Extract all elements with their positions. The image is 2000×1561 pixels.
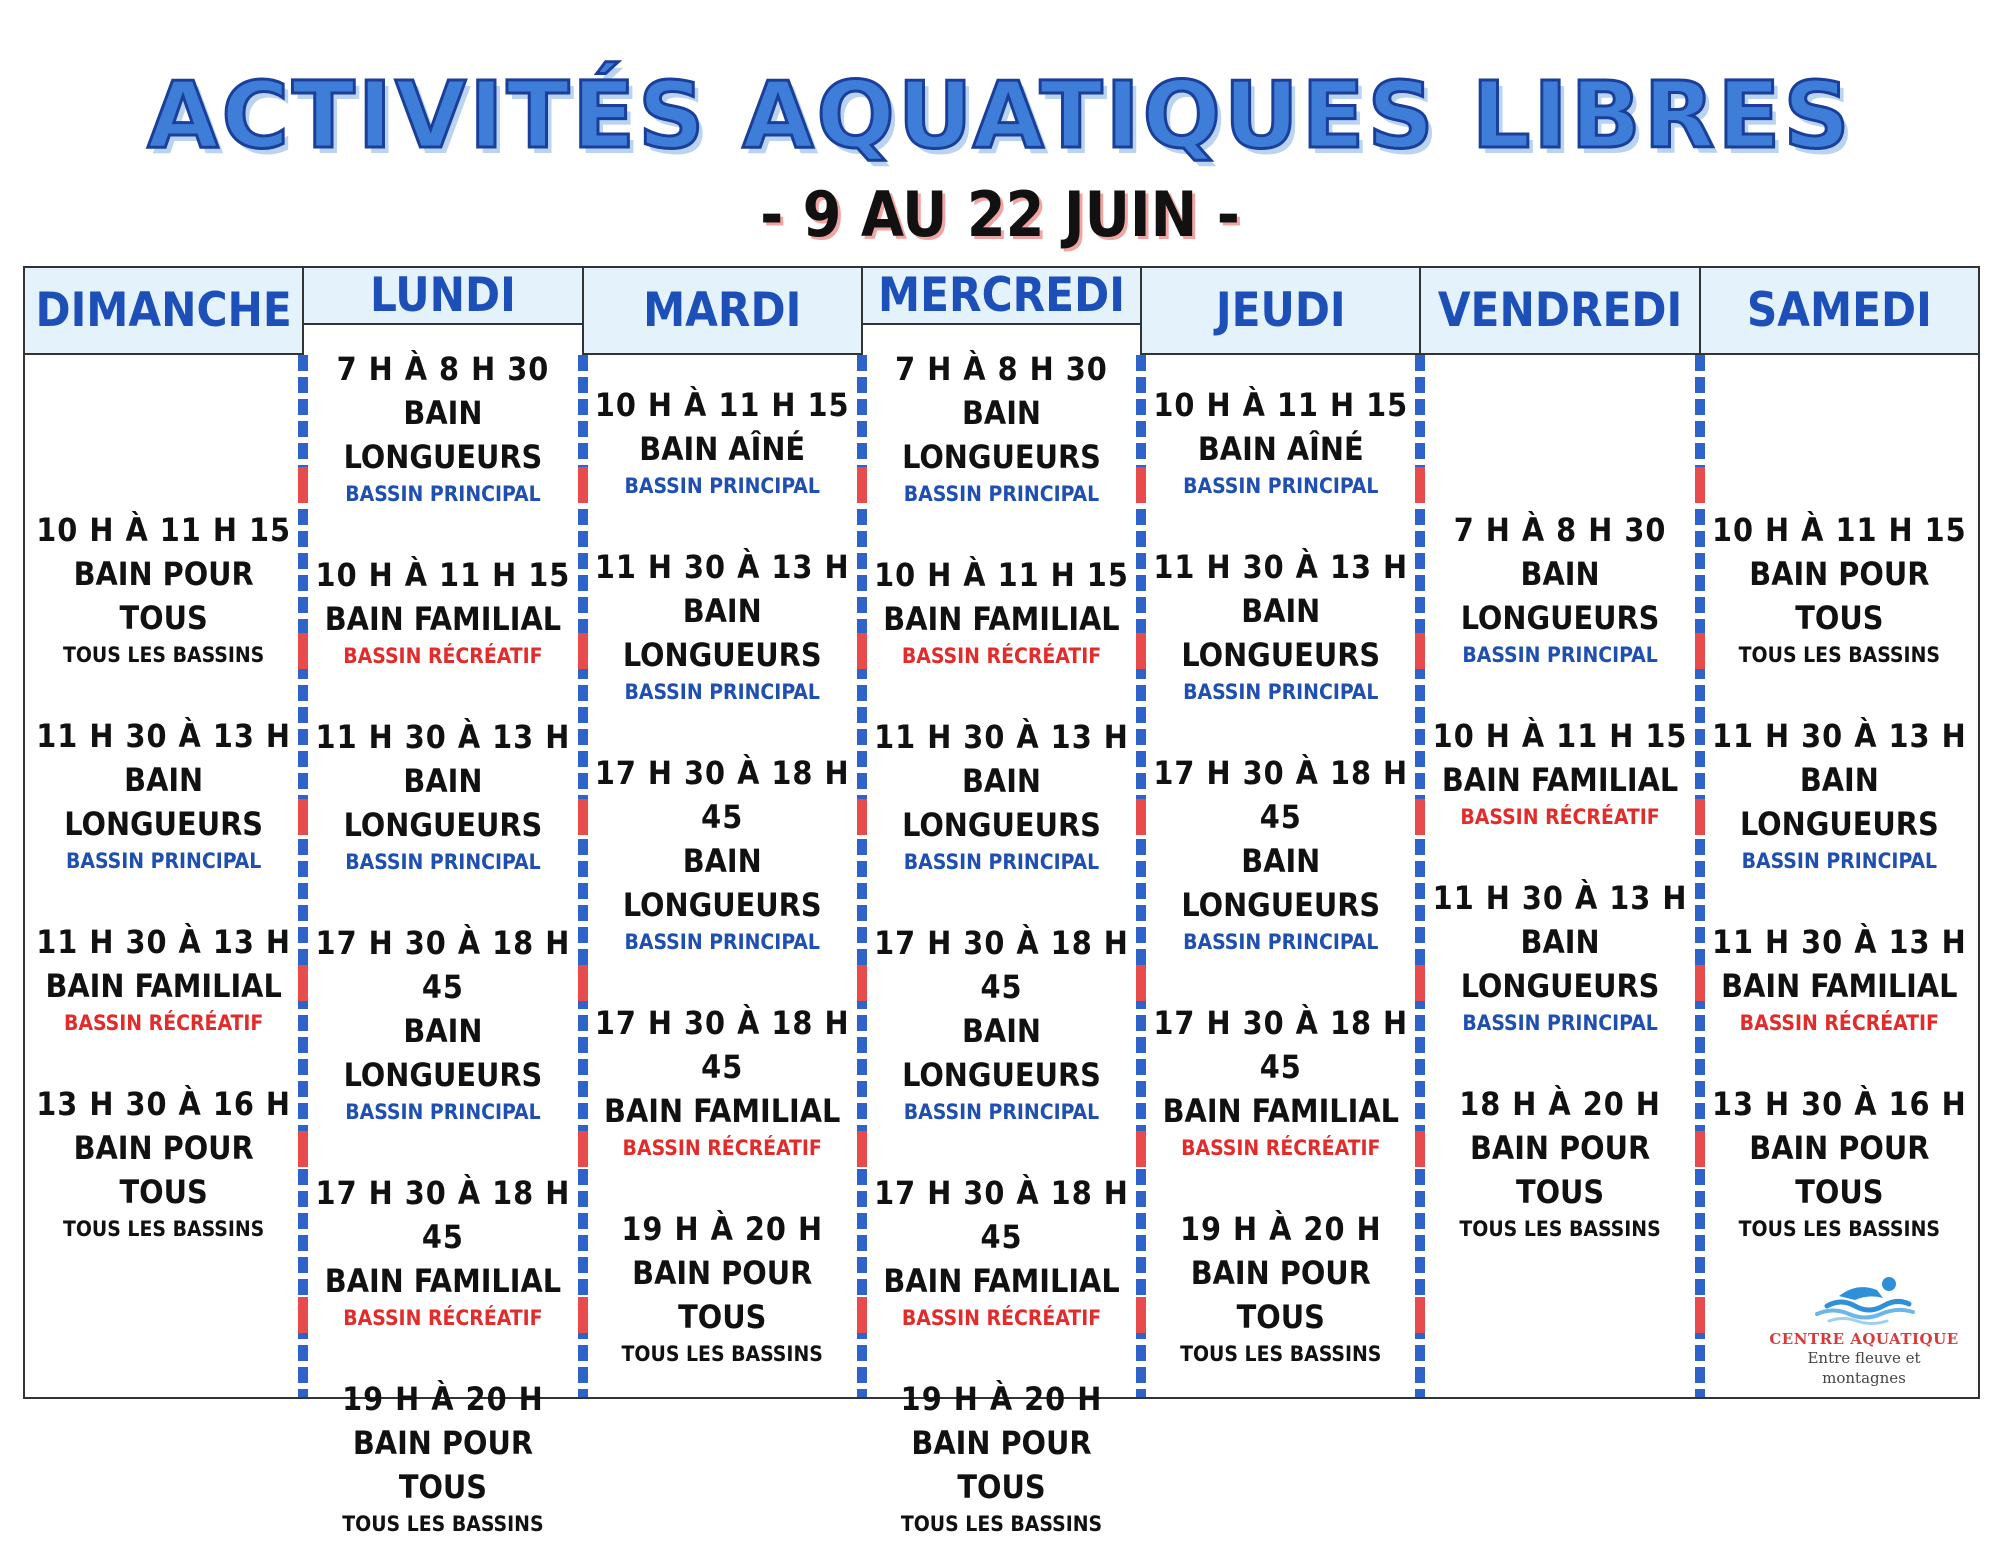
logo-name: CENTRE AQUATIQUE <box>1769 1330 1959 1348</box>
activity-block <box>863 1377 1140 1539</box>
day-activities <box>1142 355 1419 1397</box>
activity-name: BAIN LONGUEURS <box>1460 555 1660 637</box>
activity-name: BAIN LONGUEURS <box>343 762 543 844</box>
day-activities <box>863 325 1140 1561</box>
activity-name: BAIN FAMILIAL <box>45 967 282 1005</box>
day-header: JEUDI <box>1142 268 1419 355</box>
day-header: DIMANCHE <box>25 268 302 355</box>
activity-time: 17 H 30 À 18 H 45 <box>1153 754 1409 836</box>
activity-name: BAIN LONGUEURS <box>64 761 263 843</box>
activity-name: BAIN LONGUEURS <box>902 762 1101 844</box>
activity-time: 17 H 30 À 18 H 45 <box>315 1174 571 1256</box>
activity-name: BAIN POUR TOUS <box>1469 1129 1651 1211</box>
activity-pool: BASSIN PRINCIPAL <box>1741 849 1938 873</box>
activity-pool: BASSIN PRINCIPAL <box>1183 680 1379 704</box>
activity-name: BAIN FAMILIAL <box>883 600 1120 638</box>
activity-pool: TOUS LES BASSINS <box>1738 643 1940 667</box>
activity-name: BAIN FAMILIAL <box>324 600 562 638</box>
activity-pool: BASSIN RÉCRÉATIF <box>622 1136 822 1160</box>
activity-block <box>863 921 1140 1127</box>
swimmer-icon <box>1809 1274 1919 1326</box>
activity-name: BAIN POUR TOUS <box>73 1129 254 1211</box>
activity-time: 19 H À 20 H <box>342 1380 544 1418</box>
activity-time: 7 H À 8 H 30 <box>1453 511 1667 549</box>
activity-pool: TOUS LES BASSINS <box>900 1512 1103 1536</box>
day-column-mardi <box>582 268 861 1397</box>
activity-time: 19 H À 20 H <box>621 1210 824 1248</box>
activity-pool: BASSIN RÉCRÉATIF <box>901 1306 1102 1330</box>
activity-time: 17 H 30 À 18 H 45 <box>874 1174 1129 1256</box>
activity-name: BAIN POUR TOUS <box>1749 555 1930 637</box>
lane-rope-divider <box>298 355 308 1397</box>
activity-pool: BASSIN RÉCRÉATIF <box>1181 1136 1381 1160</box>
activity-block <box>304 347 581 509</box>
activity-name: BAIN LONGUEURS <box>902 1012 1101 1094</box>
activity-pool: BASSIN PRINCIPAL <box>345 1100 541 1124</box>
activity-pool: BASSIN RÉCRÉATIF <box>1739 1011 1939 1035</box>
activity-pool: BASSIN PRINCIPAL <box>624 680 820 704</box>
activity-pool: TOUS LES BASSINS <box>342 1512 544 1536</box>
activity-pool: BASSIN PRINCIPAL <box>1462 643 1658 667</box>
activity-name: BAIN POUR TOUS <box>1749 1129 1930 1211</box>
activity-name: BAIN LONGUEURS <box>1460 923 1660 1005</box>
activity-time: 7 H À 8 H 30 <box>895 350 1108 388</box>
activity-time: 11 H 30 À 13 H <box>594 548 850 586</box>
activity-block <box>584 1207 861 1369</box>
activity-time: 18 H À 20 H <box>1459 1085 1661 1123</box>
activity-block <box>584 545 861 707</box>
activity-block <box>25 714 302 876</box>
activity-name: BAIN LONGUEURS <box>1739 761 1939 843</box>
activity-pool: TOUS LES BASSINS <box>62 643 265 667</box>
activity-block <box>1701 714 1978 876</box>
activity-time: 10 H À 11 H 15 <box>874 556 1129 594</box>
activity-time: 10 H À 11 H 15 <box>594 386 850 424</box>
activity-time: 10 H À 11 H 15 <box>315 556 571 594</box>
lane-rope-divider <box>1136 355 1146 1397</box>
activity-pool: TOUS LES BASSINS <box>621 1342 823 1366</box>
activity-time: 17 H 30 À 18 H 45 <box>1153 1004 1409 1086</box>
activity-pool: BASSIN RÉCRÉATIF <box>343 1306 543 1330</box>
day-activities <box>1421 355 1698 1397</box>
day-column-samedi <box>1699 268 1978 1397</box>
activity-pool: BASSIN PRINCIPAL <box>903 482 1100 506</box>
activity-pool: TOUS LES BASSINS <box>62 1217 265 1241</box>
activity-name: BAIN LONGUEURS <box>902 394 1101 476</box>
activity-pool: BASSIN PRINCIPAL <box>903 850 1100 874</box>
activity-name: BAIN POUR TOUS <box>1190 1254 1371 1336</box>
day-header: LUNDI <box>304 268 581 325</box>
activity-pool: BASSIN PRINCIPAL <box>903 1100 1100 1124</box>
activity-name: BAIN LONGUEURS <box>1181 592 1381 674</box>
activity-name: BAIN POUR TOUS <box>352 1424 533 1506</box>
activity-name: BAIN FAMILIAL <box>1721 967 1958 1005</box>
day-column-vendredi <box>1419 268 1698 1397</box>
activity-block <box>304 1171 581 1333</box>
activity-block <box>1153 383 1408 501</box>
activity-block <box>25 1082 302 1244</box>
schedule-table <box>23 266 1980 1536</box>
day-header: MARDI <box>584 268 861 355</box>
activity-pool: BASSIN RÉCRÉATIF <box>1460 805 1660 829</box>
activity-name: BAIN AÎNÉ <box>639 430 806 468</box>
activity-pool: BASSIN PRINCIPAL <box>624 474 820 498</box>
activity-pool: TOUS LES BASSINS <box>1738 1217 1940 1241</box>
lane-rope-divider <box>1415 355 1425 1397</box>
activity-time: 10 H À 11 H 15 <box>1432 717 1688 755</box>
date-range-subtitle: - 9 AU 22 JUIN - <box>760 178 1240 251</box>
day-activities <box>584 355 861 1397</box>
day-activities <box>304 325 581 1561</box>
lane-rope-divider <box>1695 355 1705 1397</box>
activity-time: 17 H 30 À 18 H 45 <box>594 1004 850 1086</box>
activity-pool: BASSIN PRINCIPAL <box>1183 930 1379 954</box>
activity-pool: BASSIN RÉCRÉATIF <box>901 644 1102 668</box>
activity-block <box>584 751 861 957</box>
lane-rope-divider <box>578 355 588 1397</box>
activity-time: 11 H 30 À 13 H <box>1432 879 1688 917</box>
activity-block <box>304 1377 581 1539</box>
activity-time: 11 H 30 À 13 H <box>315 718 571 756</box>
activity-time: 11 H 30 À 13 H <box>1711 717 1967 755</box>
activity-name: BAIN LONGUEURS <box>343 1012 543 1094</box>
activity-block <box>1142 545 1419 707</box>
day-column-lundi <box>302 268 581 1536</box>
activity-pool: BASSIN RÉCRÉATIF <box>343 644 543 668</box>
activity-block <box>1142 751 1419 957</box>
activity-pool: BASSIN PRINCIPAL <box>345 482 541 506</box>
activity-block <box>584 1001 861 1163</box>
activity-pool: BASSIN PRINCIPAL <box>624 930 820 954</box>
activity-block <box>1142 1001 1419 1163</box>
activity-pool: BASSIN PRINCIPAL <box>345 850 541 874</box>
activity-time: 11 H 30 À 13 H <box>36 923 291 961</box>
activity-name: BAIN LONGUEURS <box>622 842 822 924</box>
activity-block <box>1433 714 1688 832</box>
activity-block <box>1421 1082 1698 1244</box>
activity-name: BAIN LONGUEURS <box>343 394 543 476</box>
day-header: MERCREDI <box>863 268 1140 325</box>
activity-block <box>863 1171 1140 1333</box>
activity-time: 10 H À 11 H 15 <box>36 511 291 549</box>
activity-block <box>1701 508 1978 670</box>
activity-name: BAIN FAMILIAL <box>883 1262 1120 1300</box>
activity-pool: BASSIN PRINCIPAL <box>65 849 262 873</box>
day-column-dimanche <box>25 268 302 1397</box>
activity-name: BAIN AÎNÉ <box>1197 430 1364 468</box>
activity-block <box>863 715 1140 877</box>
activity-time: 10 H À 11 H 15 <box>1711 511 1967 549</box>
activity-time: 17 H 30 À 18 H 45 <box>594 754 850 836</box>
logo-tagline: Entre fleuve et montagnes <box>1807 1349 1921 1387</box>
activity-pool: BASSIN PRINCIPAL <box>1183 474 1379 498</box>
activity-block <box>36 920 291 1038</box>
activity-block <box>304 715 581 877</box>
activity-pool: TOUS LES BASSINS <box>1180 1342 1382 1366</box>
activity-time: 19 H À 20 H <box>900 1380 1103 1418</box>
activity-time: 11 H 30 À 13 H <box>1153 548 1409 586</box>
activity-block <box>1142 1207 1419 1369</box>
activity-block <box>863 347 1140 509</box>
activity-name: BAIN FAMILIAL <box>1162 1092 1399 1130</box>
activity-time: 19 H À 20 H <box>1179 1210 1382 1248</box>
activity-block <box>1421 876 1698 1038</box>
day-column-jeudi <box>1140 268 1419 1397</box>
activity-block <box>874 553 1129 671</box>
activity-block <box>1712 920 1967 1038</box>
activity-time: 10 H À 11 H 15 <box>1153 386 1409 424</box>
activity-name: BAIN FAMILIAL <box>324 1262 562 1300</box>
activity-name: BAIN POUR TOUS <box>911 1424 1092 1506</box>
day-header: VENDREDI <box>1421 268 1698 355</box>
activity-name: BAIN POUR TOUS <box>73 555 254 637</box>
day-activities <box>25 355 302 1397</box>
activity-time: 11 H 30 À 13 H <box>36 717 291 755</box>
activity-time: 7 H À 8 H 30 <box>336 350 550 388</box>
activity-block <box>1701 1082 1978 1244</box>
activity-time: 17 H 30 À 18 H 45 <box>874 924 1129 1006</box>
activity-pool: BASSIN PRINCIPAL <box>1462 1011 1658 1035</box>
activity-name: BAIN LONGUEURS <box>1181 842 1381 924</box>
activity-block <box>1421 508 1698 670</box>
activity-block <box>316 553 571 671</box>
activity-time: 11 H 30 À 13 H <box>874 718 1129 756</box>
page-title: ACTIVITÉS AQUATIQUES LIBRES <box>147 62 1853 169</box>
activity-time: 13 H 30 À 16 H <box>1711 1085 1967 1123</box>
day-header: SAMEDI <box>1701 268 1978 355</box>
activity-name: BAIN LONGUEURS <box>622 592 822 674</box>
day-activities <box>1701 355 1978 1397</box>
activity-time: 11 H 30 À 13 H <box>1711 923 1967 961</box>
activity-name: BAIN FAMILIAL <box>604 1092 841 1130</box>
activity-block <box>595 383 850 501</box>
activity-block <box>304 921 581 1127</box>
activity-name: BAIN POUR TOUS <box>632 1254 813 1336</box>
day-column-mercredi <box>861 268 1140 1536</box>
activity-time: 17 H 30 À 18 H 45 <box>315 924 571 1006</box>
activity-pool: TOUS LES BASSINS <box>1459 1217 1661 1241</box>
activity-block <box>25 508 302 670</box>
activity-name: BAIN FAMILIAL <box>1441 761 1679 799</box>
centre-logo <box>1764 1274 1964 1388</box>
lane-rope-divider <box>857 355 867 1397</box>
activity-pool: BASSIN RÉCRÉATIF <box>63 1011 264 1035</box>
activity-time: 13 H 30 À 16 H <box>36 1085 291 1123</box>
